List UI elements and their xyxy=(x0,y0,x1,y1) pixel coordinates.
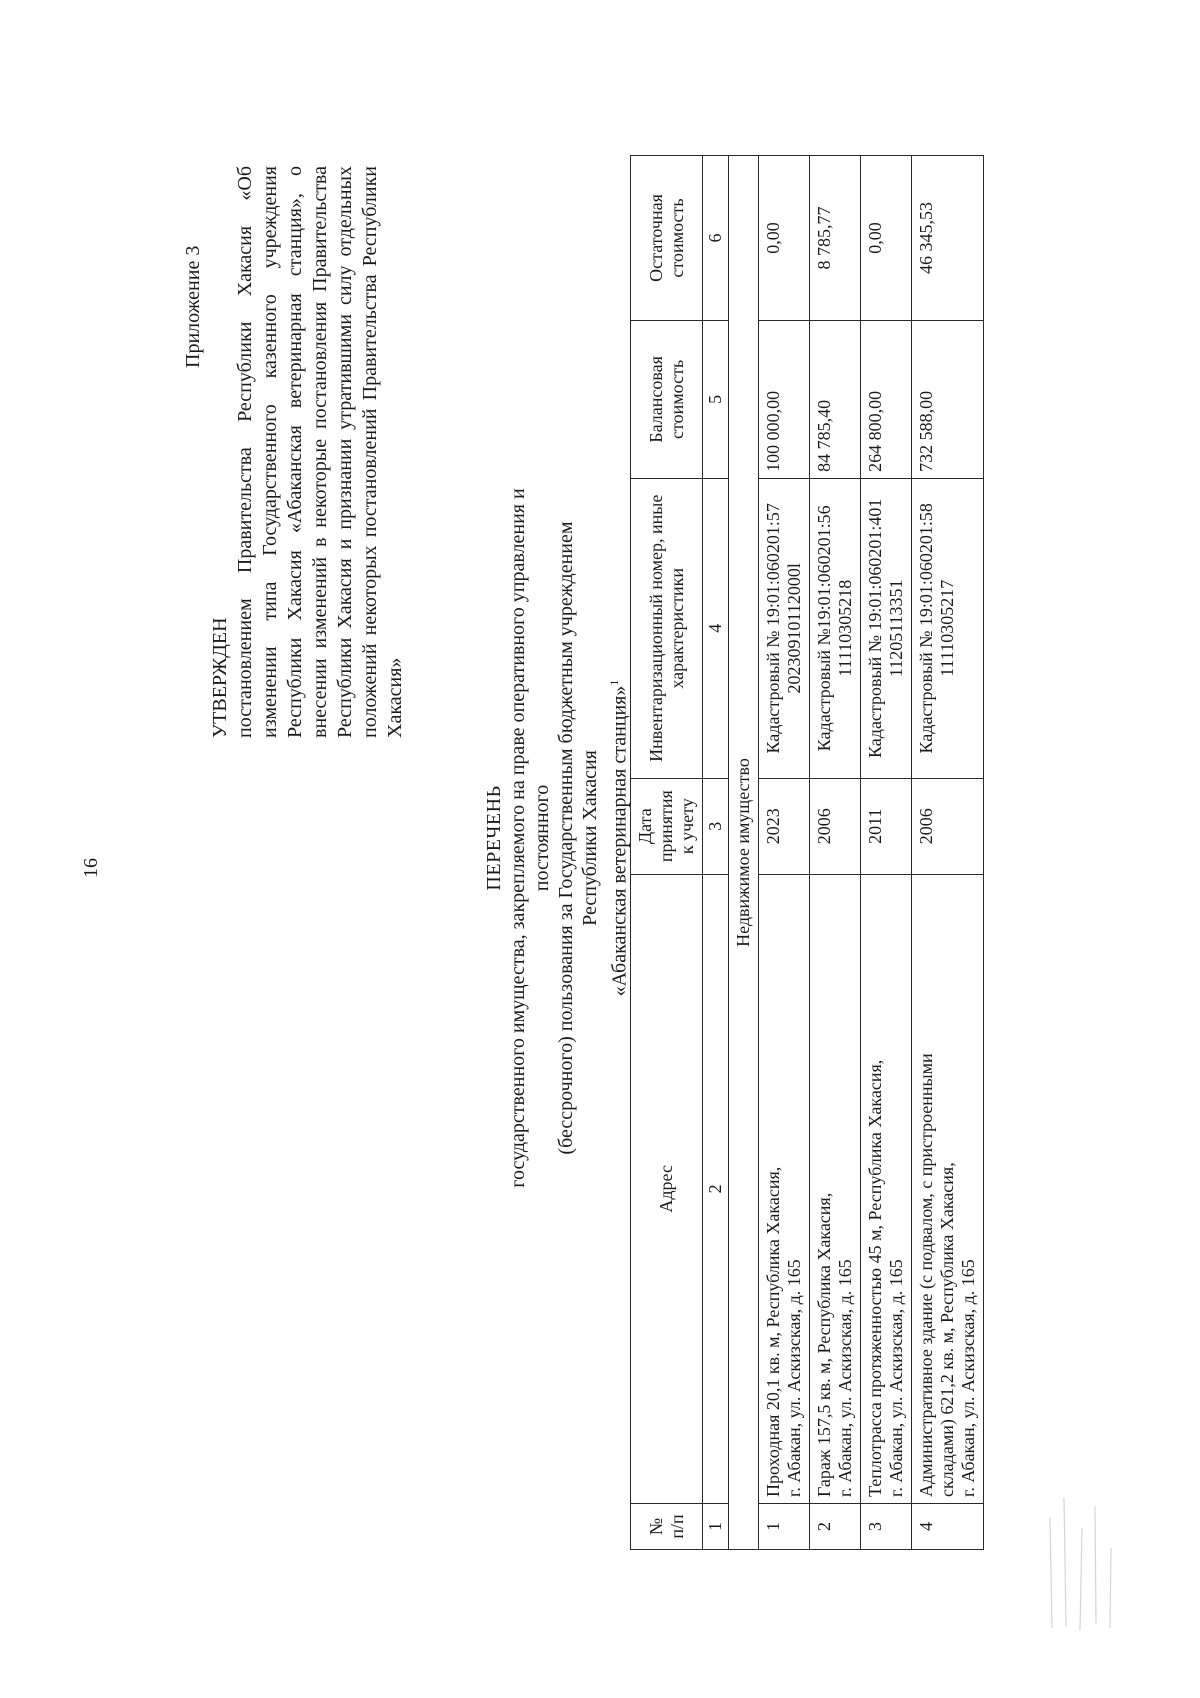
cadastral-line: 1111030521‌7 xyxy=(937,579,957,677)
document-heading xyxy=(482,478,632,1198)
row-inventory xyxy=(861,478,912,778)
section-row xyxy=(729,156,759,1550)
row-residual: 0,00 xyxy=(861,156,912,321)
cadastral-line: Кадастровый №19:01:060201:56 xyxy=(814,505,834,752)
column-index: 4 xyxy=(703,478,729,778)
row-inventory xyxy=(912,478,984,778)
row-num: 4 xyxy=(912,1504,984,1550)
address-line: Административное здание (с подвалом, с пристроенными xyxy=(916,1053,936,1498)
row-address xyxy=(759,874,810,1503)
row-date: 2006 xyxy=(912,778,984,874)
row-balance: 84 785,40 xyxy=(810,320,861,478)
page-number: 16 xyxy=(80,858,102,878)
row-balance: 100 000,00 xyxy=(759,320,810,478)
heading-line-2: (бессрочного) пользования за Государственным бюджетным учреждением Республики Хакасия xyxy=(555,521,601,1155)
footnote-mark: 1 xyxy=(607,679,621,686)
header-balance: Балансовая стоимость xyxy=(631,320,703,478)
heading-line-1: государственного имущества, закрепляемого на праве оперативного управления и постоянного xyxy=(507,488,553,1188)
heading-title: ПЕРЕЧЕНЬ xyxy=(483,785,505,891)
address-line: Теплотрасса протяженностью 45 м, Республика Хакасия, xyxy=(865,1059,885,1498)
row-num: 2 xyxy=(810,1504,861,1550)
row-date: 2006 xyxy=(810,778,861,874)
cadastral-line: 11205113351 xyxy=(886,579,906,678)
row-num: 1 xyxy=(759,1504,810,1550)
approval-body: постановлением Правительства Республики Хакасия «Об изменении типа Государственного казенного учреждения Республики Хакасия «Абаканская ветеринарная станция», о внесении изменений в некоторые постановления Правительства Республики Хакасия и признании утратившими силу отдельных положений некоторых постановлений Правительства Республики Хакасия» xyxy=(234,166,406,738)
address-line: складами) 621,2 кв. м, Республика Хакасия, xyxy=(937,1162,957,1498)
row-balance: 732 588,00 xyxy=(912,320,984,478)
cadastral-line: Кадастровый № 19:01:060201:57 xyxy=(763,503,783,754)
column-index: 6 xyxy=(703,156,729,321)
column-index-row xyxy=(703,156,729,1550)
column-index: 5 xyxy=(703,320,729,478)
column-index: 3 xyxy=(703,778,729,874)
address-line: г. Абакан, ул. Аскизская, д. 165 xyxy=(784,1259,804,1498)
row-address xyxy=(810,874,861,1503)
table-row xyxy=(810,156,861,1550)
row-address xyxy=(912,874,984,1503)
address-line: г. Абакан, ул. Аскизская, д. 165 xyxy=(958,1259,978,1498)
scan-stamp-mark xyxy=(1040,1488,1130,1638)
row-inventory xyxy=(810,478,861,778)
header-inventory: Инвентаризационный номер, иные характеристики xyxy=(631,478,703,778)
cadastral-line: Кадастровый № 19:01:060201:401 xyxy=(865,498,885,758)
section-title: Недвижимое имущество xyxy=(729,156,759,1550)
row-residual: 8 785,77 xyxy=(810,156,861,321)
row-num: 3 xyxy=(861,1504,912,1550)
approval-block xyxy=(208,166,408,738)
cadastral-line: 20230910112000l xyxy=(784,563,804,694)
column-index: 2 xyxy=(703,874,729,1503)
header-address: Адрес xyxy=(631,874,703,1503)
row-residual: 46 345,53 xyxy=(912,156,984,321)
table-header-row xyxy=(631,156,703,1550)
header-date: Дата принятия к учету xyxy=(631,778,703,874)
row-inventory xyxy=(759,478,810,778)
address-line: Проходная 20,1 кв. м, Республика Хакасия, xyxy=(763,1166,783,1498)
cadastral-line: 1111030521‌8 xyxy=(835,579,855,677)
address-line: г. Абакан, ул. Аскизская, д. 165 xyxy=(835,1259,855,1498)
header-num: № п/п xyxy=(631,1504,703,1550)
column-index: 1 xyxy=(703,1504,729,1550)
row-residual: 0,00 xyxy=(759,156,810,321)
header-residual: Остаточная стоимость xyxy=(631,156,703,321)
row-balance: 264 800,00 xyxy=(861,320,912,478)
heading-line-3: «Абаканская ветеринарная станция» xyxy=(608,685,631,997)
cadastral-line: Кадастровый № 19:01:060201:58 xyxy=(916,503,936,754)
address-line: г. Абакан, ул. Аскизская, д. 165 xyxy=(886,1259,906,1498)
row-address xyxy=(861,874,912,1503)
address-line: Гараж 157,5 кв. м, Республика Хакасия, xyxy=(814,1192,834,1498)
table-row xyxy=(759,156,810,1550)
row-date: 2023 xyxy=(759,778,810,874)
row-date: 2011 xyxy=(861,778,912,874)
heading-line-3-wrap xyxy=(602,478,632,1198)
property-table xyxy=(630,155,984,1550)
table-row xyxy=(861,156,912,1550)
appendix-label: Приложение 3 xyxy=(182,245,204,368)
table-row xyxy=(912,156,984,1550)
approval-title: УТВЕРЖДЕН xyxy=(209,617,231,738)
